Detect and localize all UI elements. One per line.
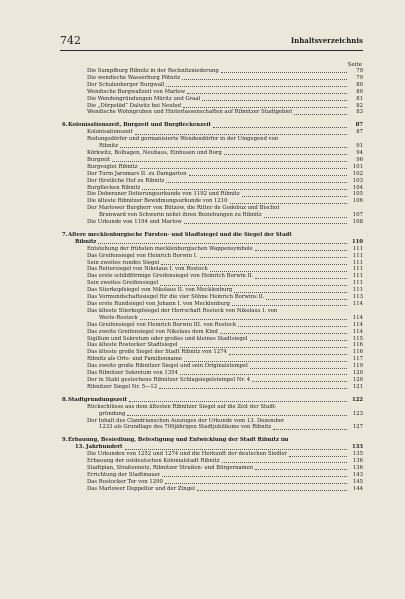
toc-entry-title: Sein zweites rundes Siegel [87,259,160,266]
toc-entry-title: Das Rostocker Tor von 1290 [87,478,163,485]
toc-page-number: 94 [356,149,363,156]
toc-page-number: 133 [351,444,363,451]
toc-page-number: 111 [352,280,363,287]
toc-entry-continuation: gründung [99,410,126,417]
toc-entry-title: Erbauung, Besiedlung, Befestigung und Entwicklung der Stadt Ribnitz im [68,437,289,444]
toc-entry-title: Stadtgründungszeit [68,396,127,403]
toc-entry-line [62,384,363,391]
leader-dots [224,154,347,155]
toc-entry [62,329,363,336]
toc-entry [62,191,363,198]
toc-entry [62,287,363,294]
toc-entry-line [62,122,363,129]
toc-page-number: 82 [356,102,363,109]
toc-page-number: 116 [352,349,363,356]
toc-entry-title: Das erste Rundsiegel von Johann I. von Mecklenburg [87,301,230,307]
toc-entry-line [62,458,363,465]
toc-entry-title: Das Greifensiegel von Heinrich Borwin III. von Rostock [87,321,237,328]
toc-page-number: 87 [356,129,363,136]
toc-entry [62,418,363,432]
toc-entry-title: Die Sumpfburg Ribnitz in der Recknitzniederung [87,68,219,74]
leader-dots [160,285,347,286]
toc-section [62,122,363,129]
toc-entry-line [62,444,363,451]
toc-entry-line [62,418,363,425]
toc-entry-title: Ribnitz als Orts- und Familienname [87,356,182,363]
toc-entry-line [62,136,363,143]
toc-entry-line [62,377,363,384]
toc-page-number: 144 [352,485,363,492]
toc-entry-title: Die Urkunde von 1194 und Marlow [87,219,182,226]
toc-page-number: 111 [352,266,363,273]
toc-entry-line [62,356,363,363]
toc-entry-line [62,342,363,349]
toc-page-number: 79 [356,74,363,81]
toc-page-number: 136 [352,458,363,465]
section-number: 6. [62,122,68,129]
leader-dots [129,401,347,402]
toc-entry-line [62,198,363,205]
toc-entry-line [62,315,363,322]
toc-entry-line [62,246,363,253]
toc-page-number: 111 [352,273,363,280]
toc-entry-line [62,129,363,136]
toc-entry-title: Erbauung der ostdeutschen Kolonialstadt Ribnitz [87,458,220,465]
toc-entry [62,109,363,116]
toc-entry [62,458,363,465]
toc-entry-line [62,349,363,356]
toc-page-number: 119 [352,363,363,370]
toc-page-number: 120 [352,370,363,377]
toc-page-number: 80 [356,88,363,95]
toc-page-number: 103 [352,177,363,184]
toc-entry-title: Rodungsdörfer und germanisierte Wendendörfer in der Umgegend von [87,136,279,143]
toc-entry [62,205,363,219]
toc-entry-line [62,336,363,343]
toc-entry-line [62,239,363,246]
toc-entry-title: Die Urkunden von 1252 und 1274 und die Herkunft der deutschen Siedler [87,451,288,458]
toc-page-number: 114 [352,321,363,328]
toc-entry [62,157,363,164]
leader-dots [180,374,347,375]
toc-entry-title: Burgflecken Ribnitz [87,184,141,191]
toc-page-number: 102 [352,170,363,177]
leader-dots [220,333,347,334]
toc-page-number: 96 [356,156,363,163]
toc-entry-line [62,287,363,294]
toc-entry-title: Die „Dörpstäd“ Dalwitz bei Neuhof [87,102,182,109]
toc-page-number: 80 [356,81,363,88]
leader-dots [166,182,347,183]
toc-page-number: 145 [352,478,363,485]
toc-entry-line [62,266,363,273]
leader-dots [273,429,347,430]
leader-dots [162,476,347,477]
toc-entry [62,377,363,384]
toc-entry-line [62,465,363,472]
toc-entry [62,68,363,75]
toc-entry-title: Sein zweites Greifensiegel [87,280,159,287]
toc-entry [62,472,363,479]
leader-dots [140,319,347,320]
leader-dots [197,490,347,491]
leader-dots [238,326,347,327]
toc-entry-line [62,109,363,116]
toc-page-number: 136 [352,464,363,471]
page-header [60,36,363,51]
toc-entry-line [62,150,363,157]
toc-entry [62,363,363,370]
toc-entry-title: Das Greifensiegel von Heinrich Borwin I. [87,252,198,259]
toc-entry-line [62,191,363,198]
toc-entry-title: Das älteste Rostocker Stadtsiegel [87,342,178,349]
leader-dots [255,278,347,279]
leader-dots [180,347,347,348]
leader-dots [184,361,347,362]
toc-page-number: 111 [352,252,363,259]
toc-entry-title: Burgvogtei Ribnitz [87,163,138,170]
toc-page-number: 127 [352,424,363,431]
page-number: 742 [60,34,81,47]
leader-dots [222,462,347,463]
leader-dots [135,134,347,135]
leader-dots [232,305,347,306]
toc-entry-title: Das älteste Stierkopfsiegel der Herrschaft Rostock von Nikolaus I. von [87,307,278,314]
toc-entry [62,246,363,253]
toc-page-number: 111 [352,259,363,266]
toc-entry-line [62,451,363,458]
toc-entry [62,349,363,356]
leader-dots [202,100,347,101]
toc-entry-line [62,178,363,185]
toc-entry-title: Der Inhalt des Clandrianschen Auszuges der Urkunde vom 13. Dezember [87,417,285,424]
toc-entry-line [62,68,363,75]
toc-entry [62,322,363,329]
toc-entry-line [62,280,363,287]
toc-page-number: 116 [352,342,363,349]
toc-entry-title: Kolonisationszeit [87,129,133,136]
toc-entry-continuation: Ribnitz [75,238,97,245]
toc-page-number: 113 [352,294,363,301]
toc-entry-title: Ältere mecklenburgische Fürsten- und Stadtsiegel und die Siegel der Stadt [68,231,292,238]
toc-entry [62,136,363,150]
toc-entry [62,150,363,157]
toc-entry-title: Der in Stahl gestochene Ribnitzer Schlagsiegelstempel Nr. 4 [87,376,251,383]
toc-entry [62,178,363,185]
toc-entry-title: Körkwitz, Bolhagen, Neuhaus, Einhusen und Borg [87,149,222,156]
toc-entry-title: Sigillum und Sekretum oder großes und kleines Stadtsiegel [87,335,248,342]
toc-entry-continuation: 13. Jahrhundert [75,444,123,451]
leader-dots [159,388,347,389]
toc-page-number: 83 [356,109,363,116]
toc-page-number: 114 [352,314,363,321]
section-number: 9. [62,437,68,444]
leader-dots [210,271,347,272]
toc-entry-title: Wendische Burgwallzeit von Marlow [87,88,186,95]
page-column-label: Seite [347,62,362,68]
toc-entry-title: Das Ribnitzer Sekretum von 1354 [87,370,178,377]
toc-entry-line [62,219,363,226]
toc-entry-line [62,301,363,308]
toc-entry-continuation: 1233 als Grundlage des 700jährigen Stadtjubiläums von Ribnitz [99,424,272,431]
toc-entry-line [62,205,363,212]
toc-page-number: 91 [356,143,363,150]
toc-entry-title: Der fürstliche Hof zu Ribnitz [87,177,165,184]
toc-entry [62,273,363,280]
toc-entry-line [62,363,363,370]
toc-section [62,397,363,404]
toc-entry-line [62,103,363,110]
leader-dots [127,415,347,416]
toc-page-number: 123 [352,410,363,417]
leader-dots [120,147,347,148]
toc-entry-title: Stadtplan, Straßennetz, Ribnitzer Straßen- und Bürgernamen [87,464,254,471]
leader-dots [255,250,347,251]
toc-entry-title: Burgzeit [87,156,110,163]
leader-dots [182,79,347,80]
leader-dots [98,243,347,244]
toc-entry-line [62,424,363,431]
toc-entry-line [62,397,363,404]
toc-entry [62,82,363,89]
toc-entry [62,260,363,267]
toc-entry [62,486,363,493]
toc-entry-continuation: Brunward von Schwerin nebst ihren Beziehungen zu Ribnitz [99,212,262,219]
toc-entry-title: Der Schulenberger Burgwall [87,81,165,88]
toc-entry-title: Das zweite große Ribnitzer Siegel und sein Originalstempel [87,363,248,370]
toc-entry [62,198,363,205]
toc-entry-title: Die Wendengründungen Müritz und Graal [87,95,201,102]
section-number: 7. [62,231,68,238]
leader-dots [242,196,347,197]
leader-dots [142,189,347,190]
toc-entry-title: Das Vormundschaftssiegel für die vier Söhne Heinrich Borwins II. [87,294,265,301]
running-title: Inhaltsverzeichnis [290,36,363,45]
toc-entry-title: Die wendische Wasserburg Pötnitz [87,74,181,81]
toc-entry [62,171,363,178]
leader-dots [187,93,347,94]
toc-entry [62,75,363,82]
toc-entry-title: Wendische Wohngruben und Hinterlassenschaften auf Ribnitzer Stadtgebiet [87,109,293,116]
leader-dots [252,381,347,382]
section-number: 8. [62,396,68,403]
toc-page-number: 115 [352,335,363,342]
leader-dots [140,168,347,169]
toc-page-number: 114 [352,301,363,307]
leader-dots [112,161,347,162]
table-of-contents [62,68,363,493]
toc-section [62,232,363,246]
toc-entry-line [62,164,363,171]
toc-page-number: 114 [352,328,363,335]
toc-page-number: 101 [352,163,363,170]
toc-entry [62,294,363,301]
toc-entry-line [62,75,363,82]
toc-entry-title: Das erste schildförmige Greifensiegel von Heinrich Borwin II. [87,273,254,280]
toc-entry-line [62,157,363,164]
leader-dots [234,292,347,293]
toc-entry-line [62,404,363,411]
toc-entry-title: Kolonisationszeit, Burgzeit und Burgfleckenzeit [68,122,211,129]
toc-entry-line [62,411,363,418]
toc-entry-title: Das zweite Greifensiegel von Nikolaus dem Kind [87,328,218,335]
toc-entry [62,219,363,226]
toc-entry [62,89,363,96]
toc-entry [62,404,363,418]
toc-entry [62,129,363,136]
toc-entry-continuation: Ribnitz [99,143,119,150]
toc-page-number: 108 [352,219,363,226]
toc-entry-line [62,479,363,486]
toc-entry [62,479,363,486]
toc-entry [62,185,363,192]
leader-dots [184,223,347,224]
leader-dots [266,299,347,300]
leader-dots [161,264,347,265]
toc-entry-line [62,370,363,377]
toc-entry-title: Das älteste große Siegel der Stadt Ribnitz von 1274 [87,349,227,356]
toc-entry [62,253,363,260]
leader-dots [229,354,347,355]
toc-entry-title: Rückschlüsse aus dem ältesten Ribnitzer Siegel auf die Zeit der Stadt- [87,403,277,410]
toc-entry-line [62,96,363,103]
toc-entry-continuation: Werle-Rostock [99,314,138,321]
toc-page-number: 105 [352,191,363,198]
toc-entry-line [62,89,363,96]
toc-entry-line [62,171,363,178]
toc-entry [62,301,363,308]
leader-dots [166,86,347,87]
leader-dots [294,114,347,115]
leader-dots [289,456,347,457]
toc-entry [62,164,363,171]
toc-entry [62,465,363,472]
toc-entry [62,384,363,391]
toc-entry [62,451,363,458]
toc-entry-line [62,82,363,89]
leader-dots [255,469,347,470]
toc-entry-line [62,143,363,150]
toc-page-number: 111 [352,245,363,252]
toc-entry-title: Errichtung der Stadtmauer [87,471,161,478]
toc-entry [62,370,363,377]
toc-entry-title: Entstehung der frühsten mecklenburgischen Wappensymbole [87,245,253,252]
toc-entry-line [62,294,363,301]
toc-entry-title: Ribnitzer Siegel Nr. 5—12 [87,383,158,390]
toc-page-number: 120 [352,376,363,383]
toc-entry-line [62,308,363,315]
toc-entry-line [62,486,363,493]
toc-entry-title: Die älteste Ribnitzer Bewidmungsurkunde von 1210 [87,198,228,205]
toc-entry-line [62,322,363,329]
toc-section [62,437,363,451]
toc-entry-line [62,212,363,219]
toc-entry-title: Der Turm Jaromars II. zu Damgarten [87,170,187,177]
toc-entry-line [62,329,363,336]
toc-page-number: 143 [352,471,363,478]
leader-dots [250,340,347,341]
toc-page-number: 122 [351,396,363,403]
toc-entry-line [62,232,363,239]
toc-entry-line [62,437,363,444]
toc-entry [62,356,363,363]
toc-entry-line [62,260,363,267]
toc-entry-title: Das Stierkopfsiegel von Nikolaus II. von Mecklenburg [87,287,233,294]
toc-entry-title: Das Reitersiegel von Nikolaus I. von Rostock [87,266,208,273]
toc-page-number: 110 [351,238,363,245]
toc-entry-title: Die Doberaner Dotierungsurkunde von 1192 und Ribnitz [87,191,240,198]
toc-page-number: 87 [355,122,363,129]
toc-entry [62,308,363,322]
leader-dots [183,107,347,108]
toc-page-number: 135 [352,451,363,458]
toc-entry-line [62,273,363,280]
toc-entry-line [62,185,363,192]
toc-page-number: 107 [352,212,363,219]
toc-entry-title: Das Marlower Doppeltor und der Zingel [87,485,195,492]
toc-entry [62,280,363,287]
leader-dots [125,449,347,450]
toc-page-number: 121 [352,383,363,390]
toc-entry [62,103,363,110]
toc-page-number: 111 [352,287,363,294]
leader-dots [250,368,347,369]
toc-page-number: 117 [352,356,363,363]
leader-dots [264,217,347,218]
toc-entry [62,266,363,273]
toc-entry [62,96,363,103]
leader-dots [165,483,347,484]
leader-dots [213,127,347,128]
leader-dots [221,72,347,73]
toc-entry-line [62,472,363,479]
toc-page-number: 79 [356,68,363,74]
leader-dots [189,175,347,176]
toc-page-number: 104 [352,184,363,191]
toc-page-number: 106 [352,198,363,205]
leader-dots [230,203,347,204]
toc-entry-line [62,253,363,260]
toc-entry [62,342,363,349]
toc-entry-title: Der Marlower Burgherr von Bützow, die Ritter de Godebuz und Bischof [87,205,280,212]
toc-entry [62,336,363,343]
toc-page-number: 81 [356,95,363,102]
leader-dots [200,257,348,258]
